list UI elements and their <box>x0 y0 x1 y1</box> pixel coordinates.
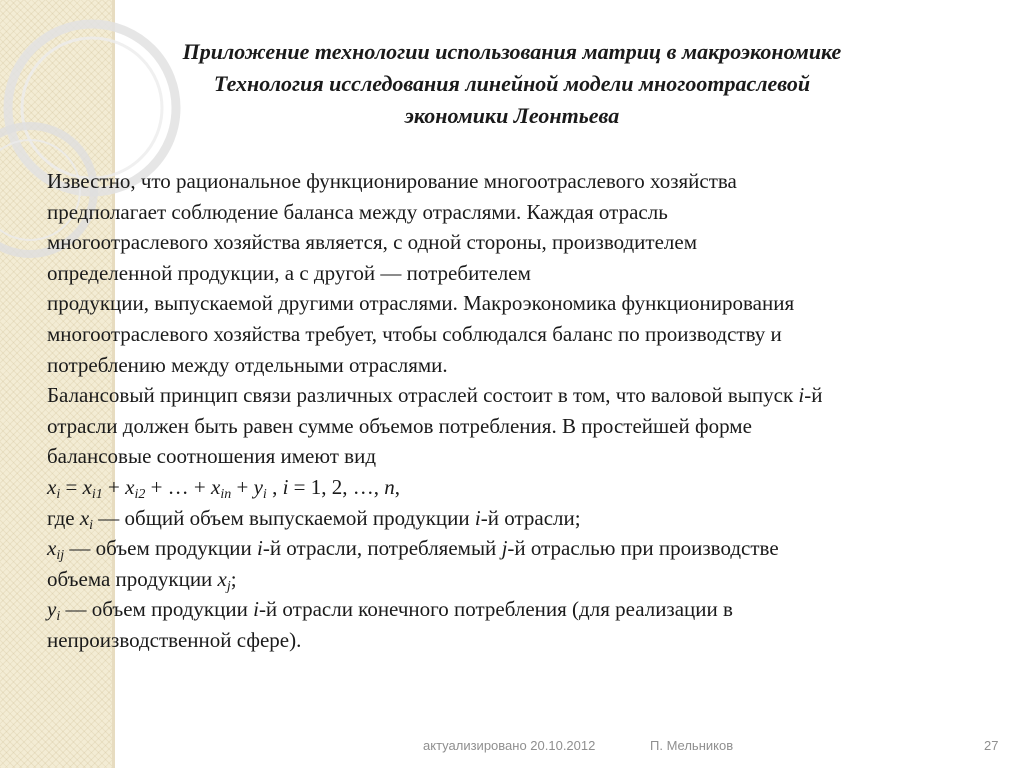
var-i: i <box>253 597 259 622</box>
sub-i2: i2 <box>134 486 146 502</box>
body-line: потреблению между отдельными отраслями. <box>47 352 448 377</box>
var-i: i <box>798 383 805 408</box>
title-line-1: Приложение технологии использования матриц в макроэкономике <box>182 39 842 64</box>
op-plus: + <box>102 474 126 499</box>
definition-yi-cont: непроизводственной сфере). <box>47 627 302 652</box>
title-line-2: Технология исследования линейной модели многоотраслевой <box>213 71 811 96</box>
text: Балансовый принцип связи различных отраслей состоит в том, что валовой выпуск <box>47 383 799 408</box>
sub-i: i <box>56 609 61 625</box>
text: -й отрасли, потребляемый <box>262 536 502 561</box>
op-dots: + … + <box>145 474 212 499</box>
slide-body <box>47 166 997 656</box>
var-x: x <box>125 474 135 499</box>
sub-i: i <box>89 517 94 533</box>
footer-date: актуализировано 20.10.2012 <box>423 738 596 753</box>
sub-i: i <box>262 486 267 502</box>
definition-xi <box>47 503 997 534</box>
slide-title <box>62 36 962 132</box>
sub-in: in <box>220 486 232 502</box>
body-line <box>47 380 997 411</box>
var-x: x <box>211 474 221 499</box>
comma: , <box>266 474 283 499</box>
definition-yi <box>47 594 997 625</box>
text: -й отраслью при производстве <box>507 536 779 561</box>
comma: , <box>394 474 400 499</box>
text: где <box>47 505 80 530</box>
body-line: продукции, выпускаемой другими отраслями. Макроэкономика функционирования <box>47 291 795 316</box>
body-line: многоотраслевого хозяйства требует, чтобы соблюдался баланс по производству и <box>47 321 782 346</box>
range: = 1, 2, …, <box>288 474 385 499</box>
text: — объем продукции <box>64 536 257 561</box>
body-line: балансовые соотношения имеют вид <box>47 444 377 469</box>
var-i: i <box>256 536 263 561</box>
text: объема продукции <box>47 566 218 591</box>
var-y: y <box>253 474 263 499</box>
body-line: предполагает соблюдение баланса между отраслями. Каждая отрасль <box>47 199 668 224</box>
sub-ij: ij <box>56 548 65 564</box>
var-x: x <box>47 474 57 499</box>
var-y: y <box>47 597 57 622</box>
sub-i: i <box>56 486 61 502</box>
var-j: j <box>501 536 508 561</box>
text: ; <box>230 566 237 591</box>
var-x: x <box>47 536 57 561</box>
text: -й отрасли конечного потребления (для реализации в <box>258 597 733 622</box>
op-plus: + <box>231 474 254 499</box>
body-line: Известно, что рациональное функционирование многоотраслевого хозяйства <box>47 169 737 193</box>
var-x: x <box>82 474 92 499</box>
var-n: n <box>384 474 395 499</box>
text: -й отрасли; <box>480 505 581 530</box>
body-line: многоотраслевого хозяйства является, с одной стороны, производителем <box>47 230 697 255</box>
var-i: i <box>474 505 481 530</box>
text: — объем продукции <box>60 597 254 622</box>
var-x: x <box>79 505 90 530</box>
var-x: x <box>217 566 227 591</box>
var-i: i <box>282 474 289 499</box>
body-line: отрасли должен быть равен сумме объемов потребления. В простейшей форме <box>47 413 752 438</box>
definition-xij-cont <box>47 564 997 595</box>
op-eq: = <box>60 474 83 499</box>
footer-author: П. Мельников <box>650 738 734 753</box>
body-line: определенной продукции, а с другой — потребителем <box>47 260 531 285</box>
page-number: 27 <box>984 738 999 753</box>
definition-xij <box>47 533 997 564</box>
title-line-3: экономики Леонтьева <box>404 103 620 128</box>
sub-i1: i1 <box>91 486 103 502</box>
text: -й <box>804 383 823 408</box>
sub-j: j <box>226 578 231 594</box>
balance-formula <box>47 472 997 503</box>
text: — общий объем выпускаемой продукции <box>93 505 475 530</box>
